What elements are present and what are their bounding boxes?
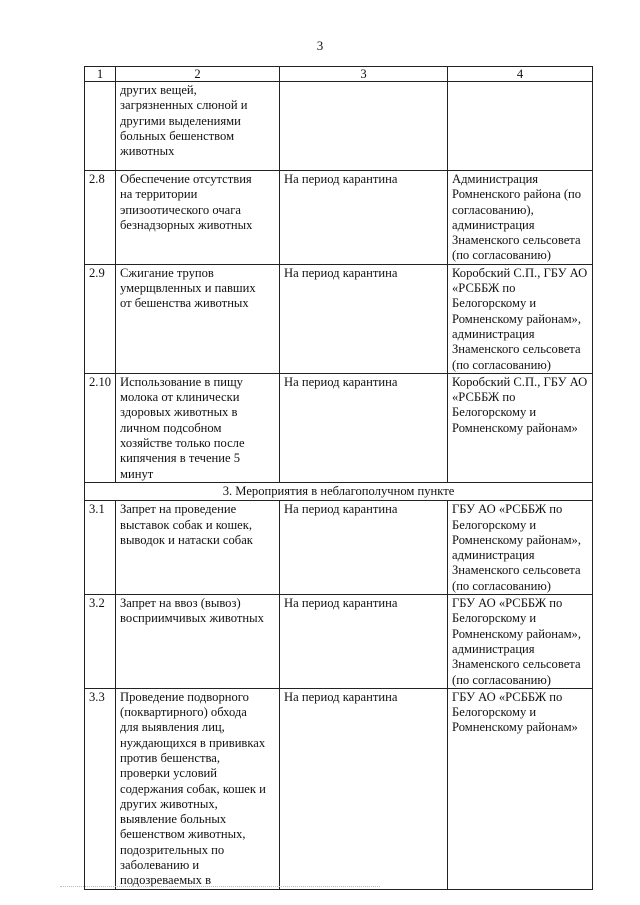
table-row (85, 171, 593, 265)
period-cell: На период карантина (280, 264, 448, 373)
measures-table (84, 66, 593, 890)
header-col-4: 4 (448, 67, 593, 82)
page-number: 3 (316, 38, 324, 53)
measure-cell: Проведение подворного (поквартирного) обхода для выявления лиц, нуждающихся в прививках против бешенства, проверки условий содержания собак, кошек и других животных, выявление больных бешенством животных, подозрительных по заболеванию и подозреваемых в (116, 688, 280, 889)
header-col-3: 3 (280, 67, 448, 82)
measure-cell: Запрет на проведение выставок собак и кошек, выводок и натаски собак (116, 501, 280, 595)
measure-cell: других вещей, загрязненных слюной и другими выделениями больных бешенством животных (116, 82, 280, 171)
row-number: 3.2 (85, 595, 116, 689)
row-number: 2.9 (85, 264, 116, 373)
measure-cell: Сжигание трупов умерщвленных и павших от бешенства животных (116, 264, 280, 373)
responsible-cell: Коробский С.П., ГБУ АО «РСББЖ по Белогорскому и Ромненскому районам», администрация Знаменского сельсовета (по согласованию) (448, 264, 593, 373)
table-row (85, 373, 593, 482)
table-header-row (85, 67, 593, 82)
measure-cell: Запрет на ввоз (вывоз) восприимчивых животных (116, 595, 280, 689)
period-cell (280, 82, 448, 171)
header-col-1: 1 (85, 67, 116, 82)
period-cell: На период карантина (280, 595, 448, 689)
table-row (85, 501, 593, 595)
responsible-cell: ГБУ АО «РСББЖ по Белогорскому и Ромненскому районам», администрация Знаменского сельсовета (по согласованию) (448, 595, 593, 689)
responsible-cell: ГБУ АО «РСББЖ по Белогорскому и Ромненскому районам», администрация Знаменского сельсовета (по согласованию) (448, 501, 593, 595)
period-cell: На период карантина (280, 373, 448, 482)
responsible-cell: ГБУ АО «РСББЖ по Белогорскому и Ромненскому районам» (448, 688, 593, 889)
section-row (85, 482, 593, 500)
table-row (85, 595, 593, 689)
section-title: 3. Мероприятия в неблагополучном пункте (85, 482, 593, 500)
responsible-cell: Администрация Ромненского района (по согласованию), администрация Знаменского сельсовета (по согласованию) (448, 171, 593, 265)
row-number (85, 82, 116, 171)
table-row (85, 688, 593, 889)
measure-cell: Использование в пищу молока от клинически здоровых животных в личном подсобном хозяйстве только после кипячения в течение 5 минут (116, 373, 280, 482)
period-cell: На период карантина (280, 501, 448, 595)
responsible-cell (448, 82, 593, 171)
responsible-cell: Коробский С.П., ГБУ АО «РСББЖ по Белогорскому и Ромненскому районам» (448, 373, 593, 482)
table-row (85, 82, 593, 171)
table-row (85, 264, 593, 373)
period-cell: На период карантина (280, 171, 448, 265)
row-number: 2.8 (85, 171, 116, 265)
row-number: 2.10 (85, 373, 116, 482)
row-number: 3.3 (85, 688, 116, 889)
period-cell: На период карантина (280, 688, 448, 889)
scan-artifact-line (60, 886, 380, 887)
row-number: 3.1 (85, 501, 116, 595)
header-col-2: 2 (116, 67, 280, 82)
measure-cell: Обеспечение отсутствия на территории эпизоотического очага безнадзорных животных (116, 171, 280, 265)
